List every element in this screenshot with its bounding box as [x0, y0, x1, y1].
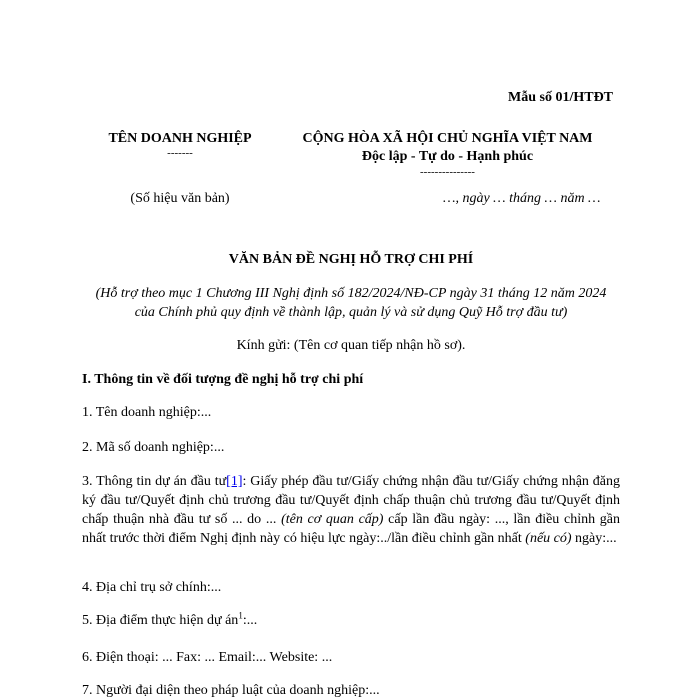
item-project-text-b: cấp lần đầu ngày: ..., lần điều chỉnh gần nhất trước thời điểm Nghị định này có hiệu lực ngày:../lần điều chỉnh gần nhất	[82, 512, 621, 546]
company-rule: -------	[167, 147, 193, 159]
recipient-line: Kính gửi: (Tên cơ quan tiếp nhận hồ sơ).	[236, 338, 466, 353]
motto-rule: ---------------	[420, 166, 475, 178]
footnote-link[interactable]: [1]	[226, 474, 243, 489]
item-legal-rep: 7. Người đại diện theo pháp luật của doanh nghiệp:...	[82, 683, 380, 698]
item-project-info	[82, 472, 620, 548]
item-project-text-a: : Giấy phép đầu tư/Giấy chứng nhận đầu tư/Giấy chứng nhận đăng ký đầu tư/Quyết định chủ trương đầu tư/Quyết định chấp thuận chủ trương đầu tư/Quyết định chấp thuận nhà đầu tư số ... do ...	[82, 474, 620, 527]
issuing-agency-note: (tên cơ quan cấp)	[281, 512, 384, 527]
document-title: VĂN BẢN ĐỀ NGHỊ HỖ TRỢ CHI PHÍ	[228, 252, 474, 267]
section-heading: I. Thông tin về đối tượng đề nghị hỗ trợ chi phí	[82, 372, 364, 387]
footnote-sup: 1	[238, 610, 243, 621]
item-project-prefix: 3. Thông tin dự án đầu tư	[82, 474, 227, 489]
item-company-code: 2. Mã số doanh nghiệp:...	[82, 440, 225, 455]
motto: Độc lập - Tự do - Hạnh phúc	[361, 149, 534, 164]
doc-number: (Số hiệu văn bản)	[130, 191, 230, 206]
item-location-suffix: :...	[242, 613, 258, 628]
item-location-prefix: 5. Địa điểm thực hiện dự án	[82, 613, 239, 628]
document-subtitle: (Hỗ trợ theo mục 1 Chương III Nghị định số 182/2024/NĐ-CP ngày 31 tháng 12 năm 2024 của Chính phủ quy định về thành lập, quản lý và sử dụng Quỹ Hỗ trợ đầu tư)	[95, 286, 607, 320]
item-project-text-c: ngày:...	[571, 531, 617, 546]
date-line: …, ngày … tháng … năm …	[443, 191, 601, 206]
company-label: TÊN DOANH NGHIỆP	[108, 131, 252, 146]
item-head-office: 4. Địa chỉ trụ sở chính:...	[82, 580, 222, 595]
item-contact: 6. Điện thoại: ... Fax: ... Email:... Website: ...	[82, 650, 333, 665]
item-company-name: 1. Tên doanh nghiệp:...	[82, 405, 212, 420]
form-code: Mẫu số 01/HTĐT	[508, 90, 614, 105]
item-project-location	[82, 610, 258, 629]
country-name: CỘNG HÒA XÃ HỘI CHỦ NGHĨA VIỆT NAM	[302, 131, 593, 146]
if-any-note: (nếu có)	[525, 531, 572, 546]
